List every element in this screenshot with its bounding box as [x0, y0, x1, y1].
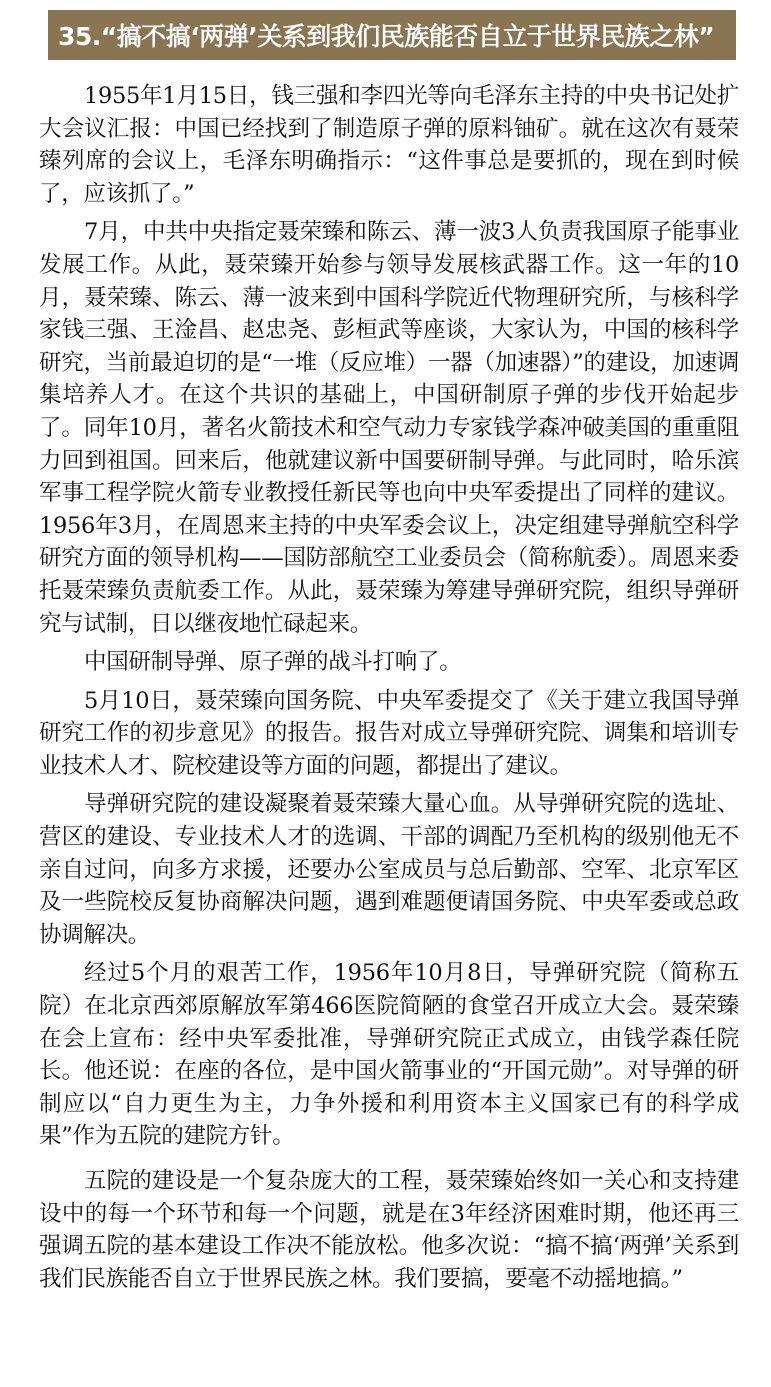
paragraph-2: 7月，中共中央指定聂荣臻和陈云、薄一波3人负责我国原子能事业发展工作。从此，聂荣臻开始参与领导发展核武器工作。这一年的10月，聂荣臻、陈云、薄一波来到中国科学院近代物理研究所，与核科学家钱三强、王淦昌、赵忠尧、彭桓武等座谈，大家认为，中国的核科学研究，当前最迫切的是“一堆（反应堆）一器（加速器）”的建设，加速调集培养人才。在这个共识的基础上，中国研制原子弹的步伐开始起步了。同年10月，著名火箭技术和空气动力专家钱学森冲破美国的重重阻力回到祖国。回来后，他就建议新中国要研制导弹。与此同时，哈乐滨军事工程学院火箭专业教授任新民等也向中央军委提出了同样的建议。1956年3月，在周恩来主持的中央军委会议上，决定组建导弹航空科学研究方面的领导机构——国防部航空工业委员会（简称航委）。周恩来委托聂荣臻负责航委工作。从此，聂荣臻为筹建导弹研究院，组织导弹研究与试制，日以继夜地忙碌起来。: [39, 219, 739, 637]
paragraph-5: 导弹研究院的建设凝聚着聂荣臻大量心血。从导弹研究院的选址、营区的建设、专业技术人才的选调、干部的调配乃至机构的级别他无不亲自过问，向多方求援，还要办公室成员与总后勤部、空军、北京军区及一些院校反复协商解决问题，遇到难题便请国务院、中央军委或总政协调解决。: [39, 791, 739, 948]
paragraph-6: 经过5个月的艰苦工作，1956年10月8日，导弹研究院（简称五院）在北京西郊原解放军第466医院简陋的食堂召开成立大会。聂荣臻在会上宣布：经中央军委批准，导弹研究院正式成立，由钱学森任院长。他还说：在座的各位，是中国火箭事业的“开国元勋”。对导弹的研制应以“自力更生为主，力争外援和利用资本主义国家已有的科学成果”作为五院的建院方针。: [39, 960, 739, 1150]
paragraph-4: 5月10日，聂荣臻向国务院、中央军委提交了《关于建立我国导弹研究工作的初步意见》的报告。报告对成立导弹研究院、调集和培训专业技术人才、院校建设等方面的问题，都提出了建议。: [39, 687, 739, 779]
title-banner: [48, 10, 736, 60]
page-title: 35.“搞不搞‘两弹’关系到我们民族能否自立于世界民族之林”: [58, 22, 715, 51]
paragraph-7: 五院的建设是一个复杂庞大的工程，聂荣臻始终如一关心和支持建设中的每一个环节和每一个问题，就是在3年经济困难时期，他还再三强调五院的基本建设工作决不能放松。他多次说：“搞不搞‘两弹’关系到我们民族能否自立于世界民族之林。我们要搞，要毫不动摇地搞。”: [39, 1168, 739, 1292]
paragraph-1: 1955年1月15日，钱三强和李四光等向毛泽东主持的中央书记处扩大会议汇报：中国已经找到了制造原子弹的原料铀矿。就在这次有聂荣臻列席的会议上，毛泽东明确指示：“这件事总是要抓的，现在到时候了，应该抓了。”: [39, 83, 739, 207]
article-body: [39, 80, 739, 1295]
paragraph-3: 中国研制导弹、原子弹的战斗打响了。: [84, 649, 462, 676]
